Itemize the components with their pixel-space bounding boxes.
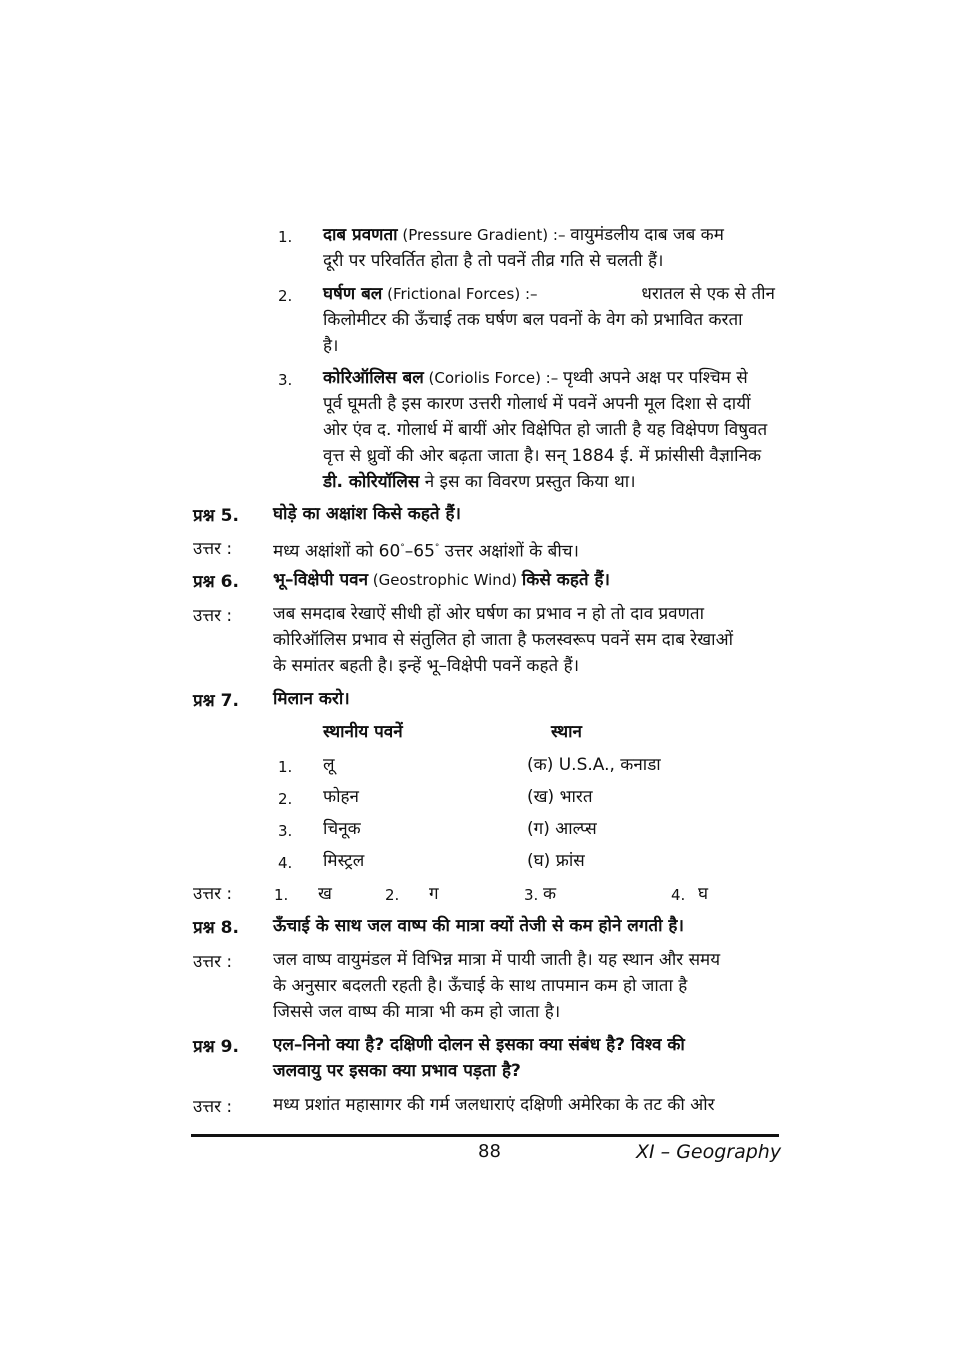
answer-text-line: जिससे जल वाष्प की मात्रा भी कम हो जाता है। xyxy=(273,1002,561,1022)
question-label: प्रश्न 8. xyxy=(193,918,239,938)
answer-text-line: मध्य प्रशांत महासागर की गर्म जलधाराएं दक्षिणी अमेरिका के तट की ओर xyxy=(273,1095,715,1115)
item-text: ने इस का विवरण प्रस्तुत किया था। xyxy=(419,472,636,492)
item-text-line: किलोमीटर की ऊँचाई तक घर्षण बल पवनों के वेग को प्रभावित करता xyxy=(323,310,743,330)
item-number: 3. xyxy=(278,371,293,389)
question-text-line: जलवायु पर इसका क्या प्रभाव पड़ता है? xyxy=(273,1061,521,1081)
wind-name: मिस्ट्रल xyxy=(323,851,365,871)
degree-sign: ° xyxy=(434,543,440,553)
question-text-line: एल–निनो क्या है? दक्षिणी दोलन से इसका क्या संबंध है? विश्व की xyxy=(273,1035,685,1055)
place-name: (ख) भारत xyxy=(527,787,593,807)
wind-name: फोहन xyxy=(323,787,359,807)
item-text: वायुमंडलीय दाब जब कम xyxy=(570,225,724,245)
item-text-line: ओर एंव द. गोलार्ध में बायीं ओर विक्षेपित हो जाती है यह विक्षेपण विषुवत xyxy=(323,420,768,440)
column-header-places: स्थान xyxy=(551,722,582,742)
item-english-term: (Pressure Gradient) :– xyxy=(397,226,571,244)
answer-text-line: जल वाष्प वायुमंडल में विभिन्न मात्रा में पायी जाती है। यह स्थान और समय xyxy=(273,950,721,970)
item-text-line: पूर्व घूमती है इस कारण उत्तरी गोलार्ध में पवनें अपनी मूल दिशा से दायीं xyxy=(323,394,751,414)
answer-text: –65 xyxy=(404,541,435,562)
answer-text: उत्तर अक्षांशों के बीच। xyxy=(439,541,579,562)
answer-text-line: के समांतर बहती है। इन्हें भू–विक्षेपी पवनें कहते हैं। xyxy=(273,656,580,676)
answer-label: उत्तर : xyxy=(193,952,233,972)
footer-subject: XI – Geography xyxy=(636,1141,782,1163)
page-number: 88 xyxy=(478,1141,501,1162)
item-heading: दाब प्रवणता xyxy=(323,225,398,245)
row-number: 2. xyxy=(278,790,293,808)
item-heading: कोरिऑलिस बल xyxy=(323,368,424,388)
item-text: पृथ्वी अपने अक्ष पर पश्चिम से xyxy=(563,368,748,388)
question-label: प्रश्न 7. xyxy=(193,691,239,711)
item-heading: घर्षण बल xyxy=(323,284,383,304)
item-text: धरातल से एक से तीन xyxy=(641,284,775,304)
question-label: प्रश्न 6. xyxy=(193,572,239,592)
answer-number: 4. xyxy=(671,886,686,904)
question-text: ऊँचाई के साथ जल वाष्प की मात्रा क्यों तेजी से कम होने लगती है। xyxy=(273,916,684,936)
answer-text-line: जब समदाब रेखाऐं सीधी हों ओर घर्षण का प्रभाव न हो तो दाव प्रवणता xyxy=(273,604,705,624)
answer-text-line: कोरिऑलिस प्रभाव से संतुलित हो जाता है फलस्वरूप पवनें सम दाब रेखाओं xyxy=(273,630,733,650)
item-english-term: (Frictional Forces) :– xyxy=(382,285,538,303)
answer-label: उत्तर : xyxy=(193,539,233,559)
question-text: मिलान करो। xyxy=(273,689,350,709)
wind-name: चिनूक xyxy=(323,819,361,839)
item-number: 1. xyxy=(278,228,293,246)
wind-name: लू xyxy=(323,755,335,775)
answer-number: 1. xyxy=(274,886,289,904)
question-label: प्रश्न 5. xyxy=(193,506,239,526)
answer-value: ख xyxy=(318,884,332,904)
degree-sign: ° xyxy=(400,543,405,553)
scientist-name: डी. कोरियॉलिस xyxy=(323,472,420,492)
answer-label: उत्तर : xyxy=(193,884,233,904)
footer-divider xyxy=(191,1134,779,1137)
question-text: भू–विक्षेपी पवन xyxy=(273,570,369,590)
answer-value: क xyxy=(543,884,557,904)
place-name: (ग) आल्प्स xyxy=(527,819,597,839)
item-english-term: (Coriolis Force) :– xyxy=(423,369,564,387)
question-text: किसे कहते हैं। xyxy=(521,570,610,590)
row-number: 1. xyxy=(278,758,293,776)
item-text-line: दूरी पर परिवर्तित होता है तो पवनें तीव्र गति से चलती हैं। xyxy=(323,251,664,271)
answer-text: मध्य अक्षांशों को 60 xyxy=(273,541,401,562)
row-number: 3. xyxy=(278,822,293,840)
place-name: (घ) फ्रांस xyxy=(527,851,585,871)
item-number: 2. xyxy=(278,287,293,305)
answer-text-line: के अनुसार बदलती रहती है। ऊँचाई के साथ तापमान कम हो जाता है xyxy=(273,976,688,996)
item-text-line: वृत्त से ध्रुवों की ओर बढ़ता जाता है। सन् 1884 ई. में फ्रांसीसी वैज्ञानिक xyxy=(323,446,762,466)
answer-label: उत्तर : xyxy=(193,1097,233,1117)
answer-number: 3. xyxy=(524,886,539,904)
place-name: (क) U.S.A., कनाडा xyxy=(527,755,661,775)
item-text-line: है। xyxy=(323,336,339,356)
column-header-winds: स्थानीय पवनें xyxy=(323,722,403,742)
question-label: प्रश्न 9. xyxy=(193,1037,239,1057)
answer-value: घ xyxy=(698,884,709,904)
question-text: घोड़े का अक्षांश किसे कहते हैं। xyxy=(273,504,461,524)
question-english-term: (Geostrophic Wind) xyxy=(368,571,522,589)
row-number: 4. xyxy=(278,854,293,872)
answer-label: उत्तर : xyxy=(193,606,233,626)
answer-value: ग xyxy=(429,884,439,904)
answer-number: 2. xyxy=(385,886,400,904)
